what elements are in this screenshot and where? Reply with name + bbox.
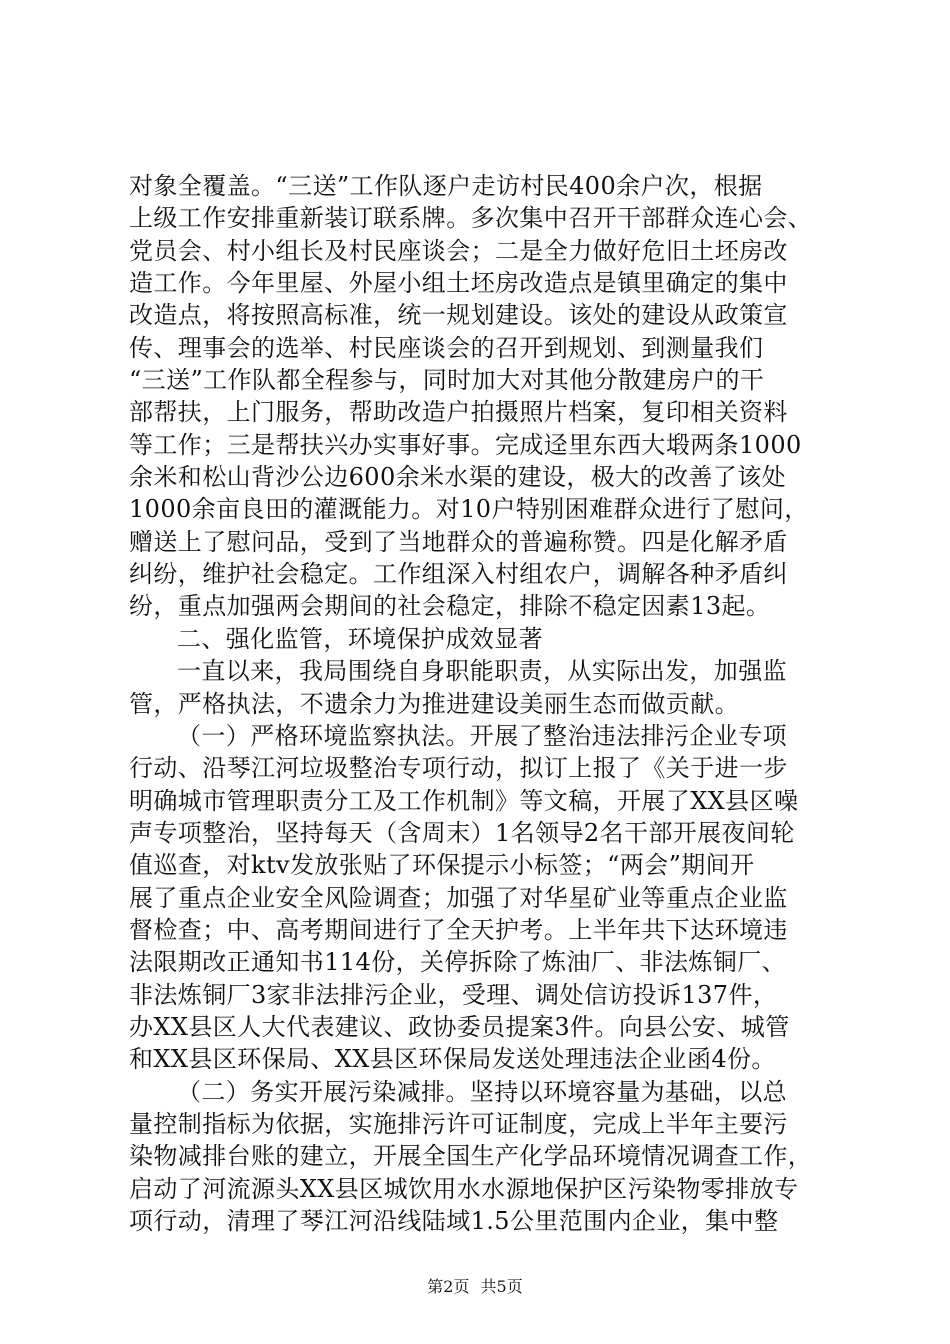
page-total: 共5页 bbox=[480, 1277, 523, 1296]
text-line: 行动、沿琴江河垃圾整治专项行动，拟订上报了《关于进一步 bbox=[129, 754, 788, 783]
text-line: 项行动，清理了琴江河沿线陆域1.5公里范围内企业，集中整 bbox=[129, 1207, 779, 1235]
text-line: 管，严格执法，不遗余力为推进建设美丽生态而做贡献。 bbox=[129, 689, 739, 718]
text-line: 造工作。今年里屋、外屋小组土坯房改造点是镇里确定的集中 bbox=[129, 269, 788, 298]
text-line: 纷，重点加强两会期间的社会稳定，排除不稳定因素13起。 bbox=[129, 592, 771, 621]
text-line: 启动了河流源头XX县区城饮用水水源地保护区污染物零排放专 bbox=[129, 1174, 799, 1203]
text-line: 督检查；中、高考期间进行了全天护考。上半年共下达环境违 bbox=[129, 915, 788, 944]
text-line: 纠纷，维护社会稳定。工作组深入村组农户，调解各种矛盾纠 bbox=[129, 560, 788, 589]
text-line: 传、理事会的选举、村民座谈会的召开到规划、到测量我们 bbox=[129, 333, 764, 362]
text-line: 党员会、村小组长及村民座谈会；二是全力做好危旧土坯房改 bbox=[129, 236, 788, 265]
page-footer bbox=[0, 1276, 950, 1298]
text-line: 余米和松山背沙公边600余米水渠的建设，极大的改善了该处 bbox=[129, 463, 787, 492]
text-line: 上级工作安排重新装订联系牌。多次集中召开干部群众连心会、 bbox=[129, 204, 813, 233]
text-line: 等工作；三是帮扶兴办实事好事。完成迳里东西大塅两条1000 bbox=[129, 430, 802, 459]
text-line: 展了重点企业安全风险调查；加强了对华星矿业等重点企业监 bbox=[129, 883, 788, 912]
text-line: 非法炼铜厂3家非法排污企业，受理、调处信访投诉137件， bbox=[129, 980, 778, 1009]
subsection-first-line: （一）严格环境监察执法。开展了整治违法排污企业专项 bbox=[177, 721, 787, 750]
text-line: 声专项整治，坚持每天（含周末）1名领导2名干部开展夜间轮 bbox=[129, 818, 795, 847]
text-line: 值巡查，对ktv发放张贴了环保提示小标签；“两会”期间开 bbox=[129, 851, 755, 880]
text-line: 对象全覆盖。“三送”工作队逐户走访村民400余户次，根据 bbox=[129, 172, 763, 200]
text-line: 部帮扶，上门服务，帮助改造户拍摄照片档案，复印相关资料 bbox=[129, 398, 788, 427]
text-line: 改造点，将按照高标准，统一规划建设。该处的建设从政策宣 bbox=[129, 301, 788, 330]
text-line: 1000余亩良田的灌溉能力。对10户特别困难群众进行了慰问， bbox=[129, 495, 809, 524]
text-line: 和XX县区环保局、XX县区环保局发送处理违法企业函4份。 bbox=[129, 1045, 776, 1074]
section-heading: 二、强化监管，环境保护成效显著 bbox=[177, 624, 543, 653]
text-line: 赠送上了慰问品，受到了当地群众的普遍称赞。四是化解矛盾 bbox=[129, 527, 788, 556]
text-line: 明确城市管理职责分工及工作机制》等文稿，开展了XX县区噪 bbox=[129, 786, 799, 815]
text-line: 办XX县区人大代表建议、政协委员提案3件。向县公安、城管 bbox=[129, 1012, 790, 1041]
text-line: 法限期改正通知书114份，关停拆除了炼油厂、非法炼铜厂、 bbox=[129, 948, 787, 977]
document-body bbox=[129, 170, 829, 1237]
subsection-first-line: （二）务实开展污染减排。坚持以环境容量为基础，以总 bbox=[177, 1077, 787, 1106]
text-line: 量控制指标为依据，实施排污许可证制度，完成上半年主要污 bbox=[129, 1109, 788, 1138]
page-number: 第2页 bbox=[427, 1277, 470, 1296]
text-line: “三送”工作队都全程参与，同时加大对其他分散建房户的干 bbox=[129, 366, 765, 395]
text-line: 染物减排台账的建立，开展全国生产化学品环境情况调查工作， bbox=[129, 1142, 813, 1171]
paragraph-first-line: 一直以来，我局围绕自身职能职责，从实际出发，加强监 bbox=[177, 657, 787, 686]
